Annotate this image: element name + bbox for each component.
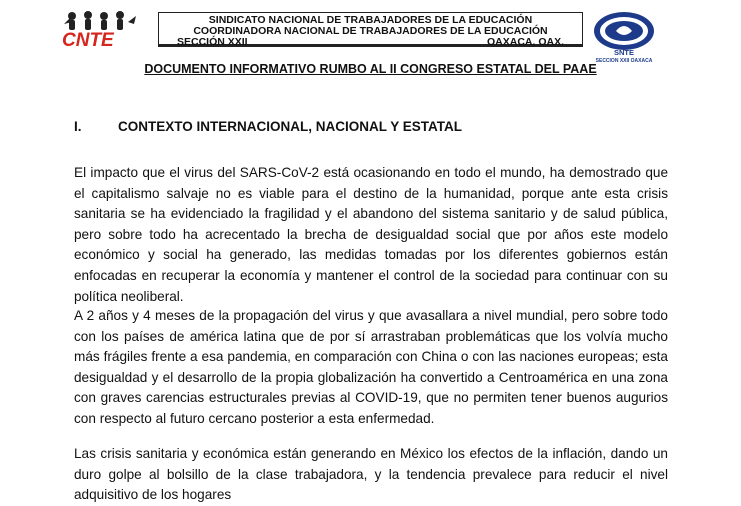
header-section: SECCIÓN XXII <box>177 36 248 48</box>
header-location: OAXACA, OAX. <box>486 36 564 48</box>
paragraph: Las crisis sanitaria y económica están generando en México los efectos de la inflación, dando un duro golpe al bolsillo de la clase trabajadora, y la tendencia prevalece para reducir el nivel adquisitivo de los hogares <box>74 446 668 503</box>
svg-text:CNTE: CNTE <box>62 30 114 50</box>
document-title: DOCUMENTO INFORMATIVO RUMBO AL II CONGRESO ESTATAL DEL PAAE <box>144 62 597 76</box>
svg-text:SECCION XXII OAXACA: SECCION XXII OAXACA <box>595 58 653 63</box>
section-heading <box>74 119 462 134</box>
paragraph: El impacto que el virus del SARS-CoV-2 está ocasionando en todo el mundo, ha demostrado que el capitalismo salvaje no es viable para el destino de la humanidad, porque ante esta crisis sanitaria se ha evidenciado la fragilidad y el abandono del sistema sanitario y de salud pública, pero sobre todo ha acrecentado la brecha de desigualdad social que por años este modelo económico y social ha generado, las medidas tomadas por los diferentes gobiernos están enfocadas en recuperar la economía y mantener el control de la sociedad para continuar con su política neoliberal. <box>74 165 668 304</box>
header-banner <box>158 12 583 47</box>
paragraph: A 2 años y 4 meses de la propagación del virus y que avasallara a nivel mundial, pero sobre todo con los países de américa latina que de por sí arrastraban problemáticas que los volvía mucho más frágiles frente a esa pandemia, en comparación con China o con las naciones europeas; esta desigualdad y el desarrollo de la propia globalización ha convertido a Centroamérica en una zona con graves carencias estructurales previas al COVID-19, que no permiten tener buenos augurios con respecto al futuro cercano posterior a esta enfermedad. <box>74 308 668 426</box>
header-line-1: SINDICATO NACIONAL DE TRABAJADORES DE LA EDUCACIÓN <box>208 14 533 26</box>
header-line-2: COORDINADORA NACIONAL DE TRABAJADORES DE LA EDUCACIÓN <box>193 25 548 37</box>
snte-seal-logo <box>592 11 656 63</box>
section-number: I. <box>74 119 82 134</box>
svg-text:SNTE: SNTE <box>613 48 635 57</box>
cnte-logo <box>58 10 154 50</box>
section-title: CONTEXTO INTERNACIONAL, NACIONAL Y ESTATAL <box>118 119 463 134</box>
